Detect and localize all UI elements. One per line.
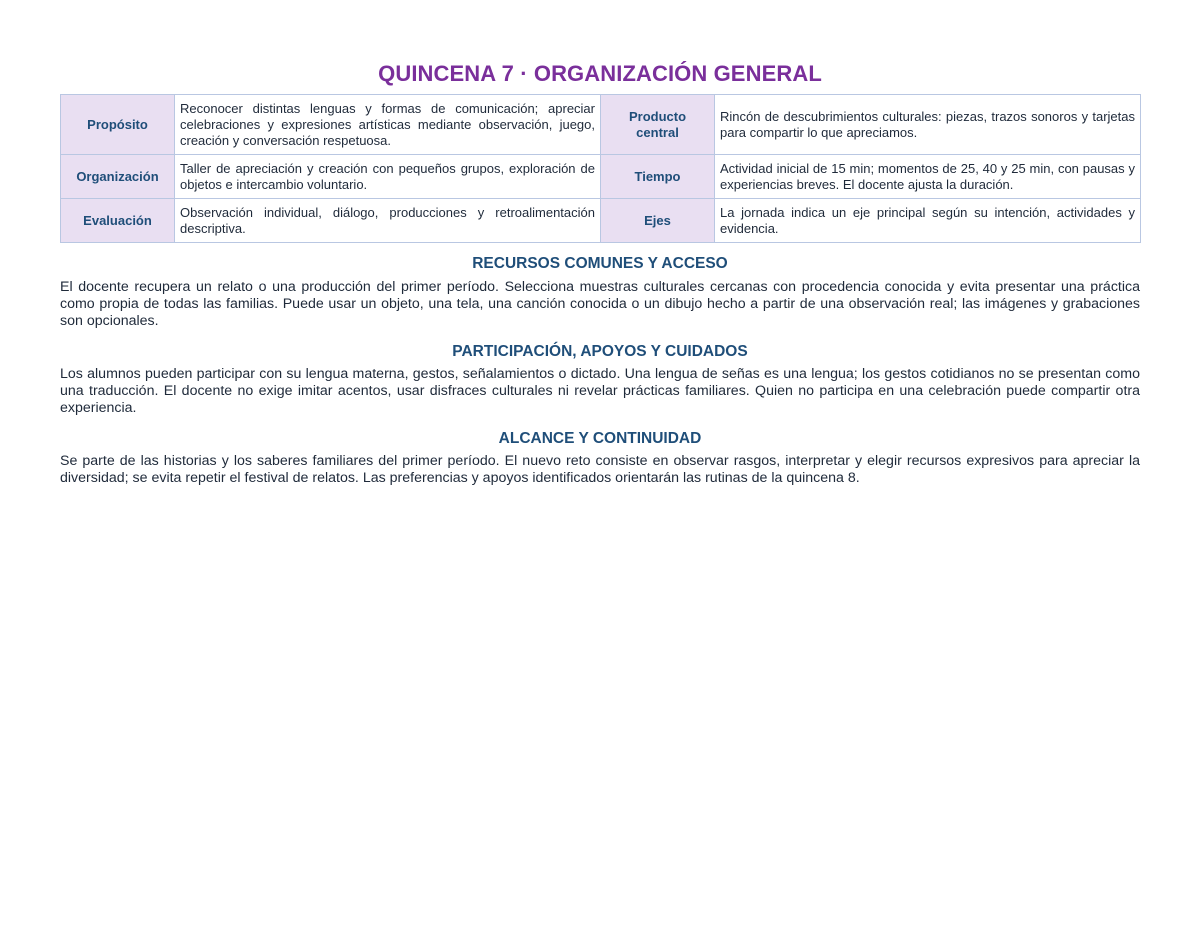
label-tiempo: Tiempo: [601, 155, 715, 199]
organization-table: [60, 94, 1141, 243]
label-evaluacion: Evaluación: [61, 199, 175, 243]
section-body-alcance: Se parte de las historias y los saberes familiares del primer período. El nuevo reto consiste en observar rasgos, interpretar y elegir recursos expresivos para apreciar la diversidad; se evita repetir el festival de relatos. Las preferencias y apoyos identificados orientarán las rutinas de la quincena 8.: [60, 453, 1140, 486]
table-row: [61, 155, 1141, 199]
table-row: [61, 95, 1141, 155]
section-body-recursos: El docente recupera un relato o una producción del primer período. Selecciona muestras culturales cercanas con procedencia conocida y evita presentar una práctica como propia de todas las familias. Puede usar un objeto, una tela, una canción conocida o un dibujo hecho a partir de una observación real; las imágenes y grabaciones son opcionales.: [60, 279, 1140, 329]
section-heading-alcance: ALCANCE Y CONTINUIDAD: [498, 430, 702, 447]
label-organizacion: Organización: [61, 155, 175, 199]
document-page: [60, 58, 1140, 487]
value-evaluacion: Observación individual, diálogo, producciones y retroalimentación descriptiva.: [175, 199, 601, 243]
section-body-participacion: Los alumnos pueden participar con su lengua materna, gestos, señalamientos o dictado. Una lengua de señas es una lengua; los gestos cotidianos no se presentan como una traducción. El docente no exige imitar acentos, usar disfraces culturales ni revelar prácticas familiares. Quien no participa en una celebración puede compartir otra experiencia.: [60, 366, 1140, 416]
label-producto-central: Producto central: [601, 95, 715, 155]
value-producto-central: Rincón de descubrimientos culturales: piezas, trazos sonoros y tarjetas para compartir lo que apreciamos.: [715, 95, 1141, 155]
value-tiempo: Actividad inicial de 15 min; momentos de 25, 40 y 25 min, con pausas y experiencias breves. El docente ajusta la duración.: [715, 155, 1141, 199]
value-ejes: La jornada indica un eje principal según su intención, actividades y evidencia.: [715, 199, 1141, 243]
page-title: QUINCENA 7 · ORGANIZACIÓN GENERAL: [378, 61, 822, 86]
table-row: [61, 199, 1141, 243]
label-ejes: Ejes: [601, 199, 715, 243]
value-organizacion: Taller de apreciación y creación con pequeños grupos, exploración de objetos e intercambio voluntario.: [175, 155, 601, 199]
section-heading-participacion: PARTICIPACIÓN, APOYOS Y CUIDADOS: [452, 343, 748, 360]
value-proposito: Reconocer distintas lenguas y formas de comunicación; apreciar celebraciones y expresiones artísticas mediante observación, juego, creación y conversación respetuosa.: [175, 95, 601, 155]
section-heading-recursos: RECURSOS COMUNES Y ACCESO: [472, 255, 728, 272]
label-proposito: Propósito: [61, 95, 175, 155]
